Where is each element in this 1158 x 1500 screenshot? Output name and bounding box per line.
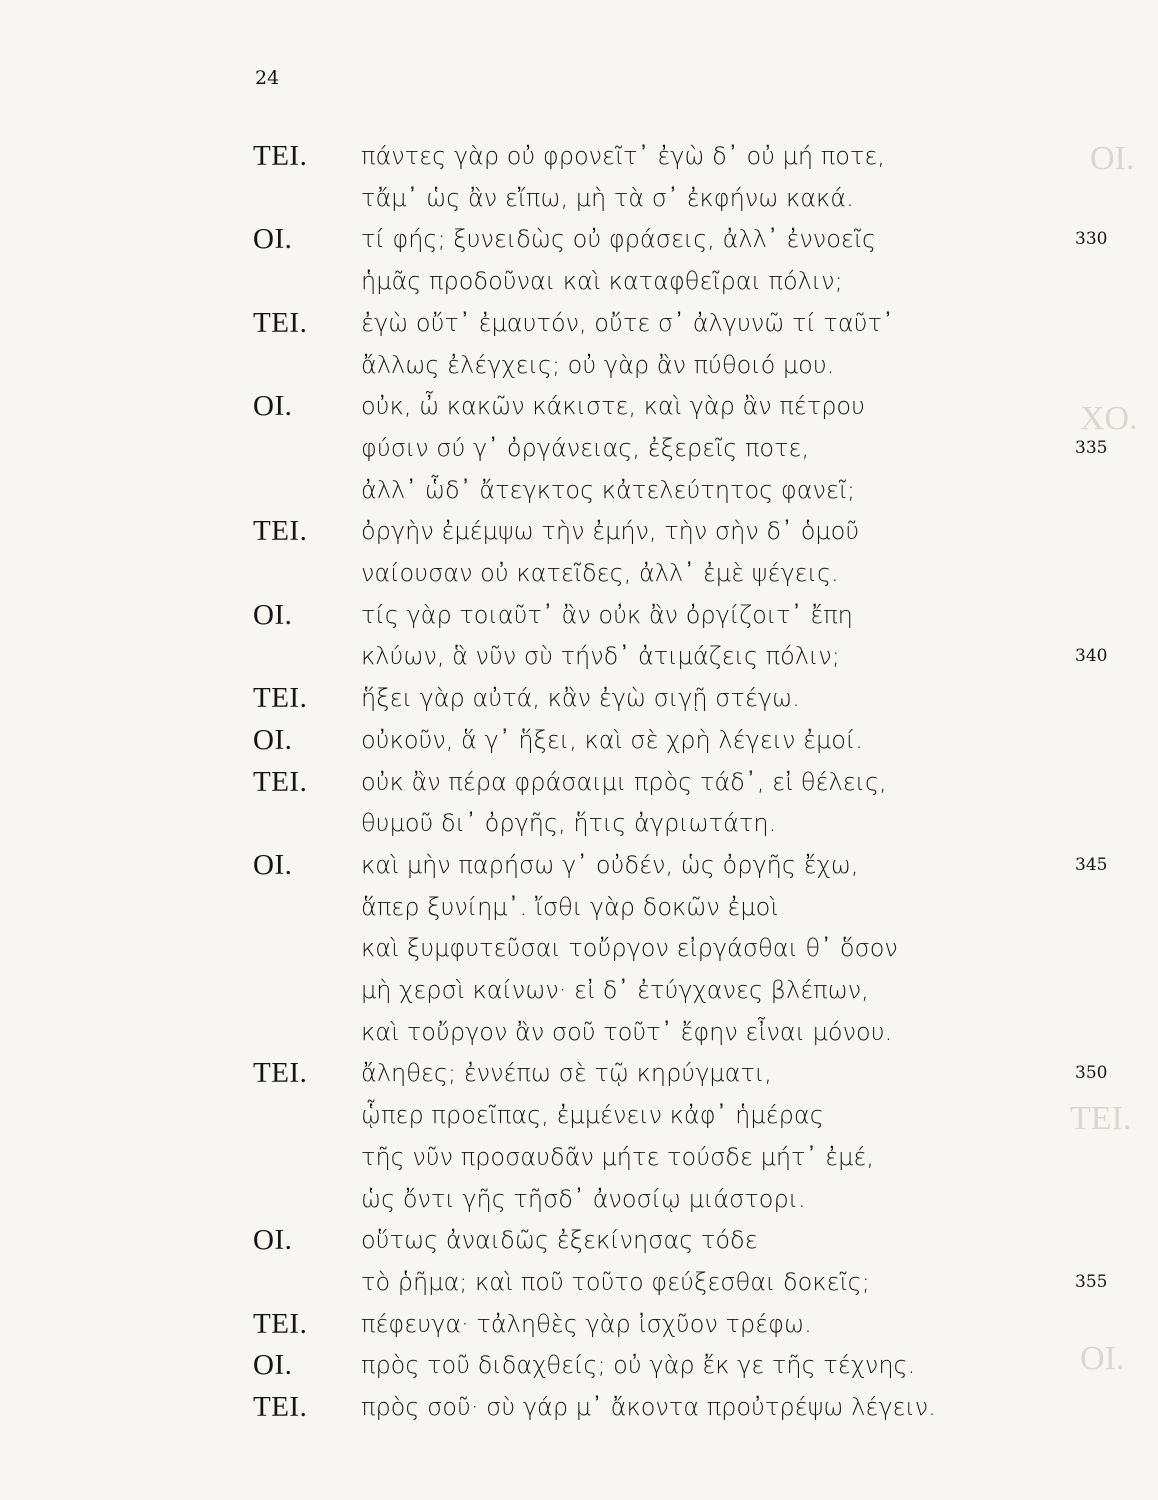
verse-text: φύσιν σύ γ᾿ ὀργάνειας, ἐξερεῖς ποτε, <box>361 433 810 462</box>
verse-text: οὐκ, ὦ κακῶν κάκιστε, καὶ γὰρ ἂν πέτρου <box>361 392 865 421</box>
verse-line <box>0 595 1158 639</box>
verse-text: τὸ ῥῆμα; καὶ ποῦ τοῦτο φεύξεσθαι δοκεῖς; <box>361 1267 870 1296</box>
line-number: 350 <box>1075 1063 1108 1084</box>
verse-text: ἀλλ᾿ ὧδ᾿ ἄτεγκτος κἀτελεύτητος φανεῖ; <box>361 475 856 504</box>
verse-text: ἡμᾶς προδοῦναι καὶ καταφθεῖραι πόλιν; <box>361 267 843 296</box>
verse-text: πέφευγα· τἀληθὲς γὰρ ἰσχῦον τρέφω. <box>361 1309 812 1338</box>
verse-line <box>0 887 1158 931</box>
verse-line <box>0 1137 1158 1181</box>
verse-line <box>0 428 1158 472</box>
verse-text: πρὸς σοῦ· σὺ γάρ μ᾿ ἄκοντα προὐτρέψω λέγειν. <box>361 1393 936 1421</box>
speaker-label: ΟΙ. <box>253 1349 293 1382</box>
speaker-label: ΤΕΙ. <box>253 515 308 548</box>
line-number: 345 <box>1075 854 1108 875</box>
verse-line <box>0 762 1158 806</box>
verse-line <box>0 803 1158 847</box>
line-number: 355 <box>1075 1271 1108 1292</box>
verse-line <box>0 720 1158 764</box>
verse-line <box>0 1095 1158 1139</box>
verse-text: ἥξει γὰρ αὐτά, κἂν ἐγὼ σιγῇ στέγω. <box>361 684 800 713</box>
verse-text: μὴ χερσὶ καίνων· εἰ δ᾿ ἐτύγχανες βλέπων, <box>361 976 869 1004</box>
verse-line <box>0 136 1158 180</box>
verse-text: καὶ μὴν παρήσω γ᾿ οὐδέν, ὡς ὀργῆς ἔχω, <box>361 850 859 879</box>
verse-line <box>0 636 1158 680</box>
bleed-through-column: ΟΙ. <box>1090 140 1135 177</box>
verse-text: οὐκοῦν, ἅ γ᾿ ἥξει, καὶ σὲ χρὴ λέγειν ἐμοί. <box>361 725 863 754</box>
speaker-label: ΤΕΙ. <box>253 140 308 172</box>
verse-text: θυμοῦ δι᾿ ὀργῆς, ἥτις ἀγριωτάτη. <box>361 809 777 838</box>
speaker-label: ΤΕΙ. <box>253 1391 308 1423</box>
verse-text: ὡς ὄντι γῆς τῆσδ᾿ ἀνοσίῳ μιάστορι. <box>361 1184 806 1213</box>
verse-line <box>0 928 1158 972</box>
verse-line <box>0 1053 1158 1097</box>
verse-line <box>0 386 1158 430</box>
verse-line <box>0 970 1158 1014</box>
bleed-through-column: ΤΕΙ. <box>1070 1100 1132 1137</box>
verse-text: καὶ τοὔργον ἂν σοῦ τοῦτ᾿ ἔφην εἶναι μόνου. <box>361 1017 893 1046</box>
speaker-label: ΟΙ. <box>253 598 293 631</box>
speaker-label: ΟΙ. <box>253 1224 293 1257</box>
verse-line <box>0 1304 1158 1348</box>
speaker-label: ΤΕΙ. <box>253 682 308 715</box>
line-number: 335 <box>1075 437 1108 458</box>
verse-line <box>0 553 1158 597</box>
verse-line <box>0 345 1158 389</box>
page-number: 24 <box>255 67 280 89</box>
verse-line <box>0 1220 1158 1264</box>
verse-text: πάντες γὰρ οὐ φρονεῖτ᾿ ἐγὼ δ᾿ οὐ μή ποτε, <box>361 142 885 170</box>
verse-line <box>0 1012 1158 1056</box>
verse-line <box>0 470 1158 514</box>
verse-text: οὐκ ἂν πέρα φράσαιμι πρὸς τάδ᾿, εἰ θέλεις, <box>361 767 887 796</box>
bleed-through-column: ΟΙ. <box>1080 1340 1125 1377</box>
speaker-label: ΤΕΙ. <box>253 306 308 339</box>
line-number: 340 <box>1075 646 1108 667</box>
verse-line <box>0 678 1158 722</box>
verse-text: ᾧπερ προεῖπας, ἐμμένειν κἀφ᾿ ἡμέρας <box>361 1101 824 1130</box>
speaker-label: ΟΙ. <box>253 723 293 756</box>
speaker-label: ΟΙ. <box>253 848 293 881</box>
verse-text: τῆς νῦν προσαυδᾶν μήτε τούσδε μήτ᾿ ἐμέ, <box>361 1142 874 1171</box>
verse-text: ὀργὴν ἐμέμψω τὴν ἐμήν, τὴν σὴν δ᾿ ὁμοῦ <box>361 517 860 546</box>
speaker-label: ΤΕΙ. <box>253 1307 308 1340</box>
verse-line <box>0 303 1158 347</box>
verse-text: τί φής; ξυνειδὼς οὐ φράσεις, ἀλλ᾿ ἐννοεῖς <box>361 225 877 254</box>
verse-line <box>0 1387 1158 1431</box>
verse-line <box>0 1345 1158 1389</box>
bleed-through-column: ΧΟ. <box>1080 400 1138 437</box>
speaker-label: ΤΕΙ. <box>253 1057 308 1090</box>
verse-line <box>0 511 1158 555</box>
speaker-label: ΤΕΙ. <box>253 765 308 798</box>
verse-text: ἄληθες; ἐννέπω σὲ τῷ κηρύγματι, <box>361 1059 772 1088</box>
verse-text: ναίουσαν οὐ κατεῖδες, ἀλλ᾿ ἐμὲ ψέγεις. <box>361 559 839 587</box>
verse-line <box>0 178 1158 222</box>
verse-text: τἄμ᾿ ὡς ἂν εἴπω, μὴ τὰ σ᾿ ἐκφήνω κακά. <box>361 183 854 212</box>
verse-text: ἐγὼ οὔτ᾿ ἐμαυτόν, οὔτε σ᾿ ἀλγυνῶ τί ταῦτ᾿ <box>361 308 894 337</box>
verse-text: οὕτως ἀναιδῶς ἐξεκίνησας τόδε <box>361 1226 758 1255</box>
speaker-label: ΟΙ. <box>253 390 293 423</box>
verse-text: πρὸς τοῦ διδαχθείς; οὐ γὰρ ἔκ γε τῆς τέχνης. <box>361 1351 916 1380</box>
verse-text: ἄλλως ἐλέγχεις; οὐ γὰρ ἂν πύθοιό μου. <box>361 350 835 379</box>
line-number: 330 <box>1075 229 1108 250</box>
verse-text: ἅπερ ξυνίημ᾿. ἴσθι γὰρ δοκῶν ἐμοὶ <box>361 892 779 921</box>
verse-line <box>0 1262 1158 1306</box>
verse-line <box>0 261 1158 305</box>
verse-line <box>0 219 1158 263</box>
speaker-label: ΟΙ. <box>253 223 293 256</box>
verse-line <box>0 1179 1158 1223</box>
verse-text: καὶ ξυμφυτεῦσαι τοὔργον εἰργάσθαι θ᾿ ὅσον <box>361 934 898 963</box>
verse-line <box>0 845 1158 889</box>
verse-text: τίς γὰρ τοιαῦτ᾿ ἂν οὐκ ἂν ὀργίζοιτ᾿ ἔπη <box>361 600 853 629</box>
verse-text: κλύων, ἃ νῦν σὺ τήνδ᾿ ἀτιμάζεις πόλιν; <box>361 642 840 671</box>
